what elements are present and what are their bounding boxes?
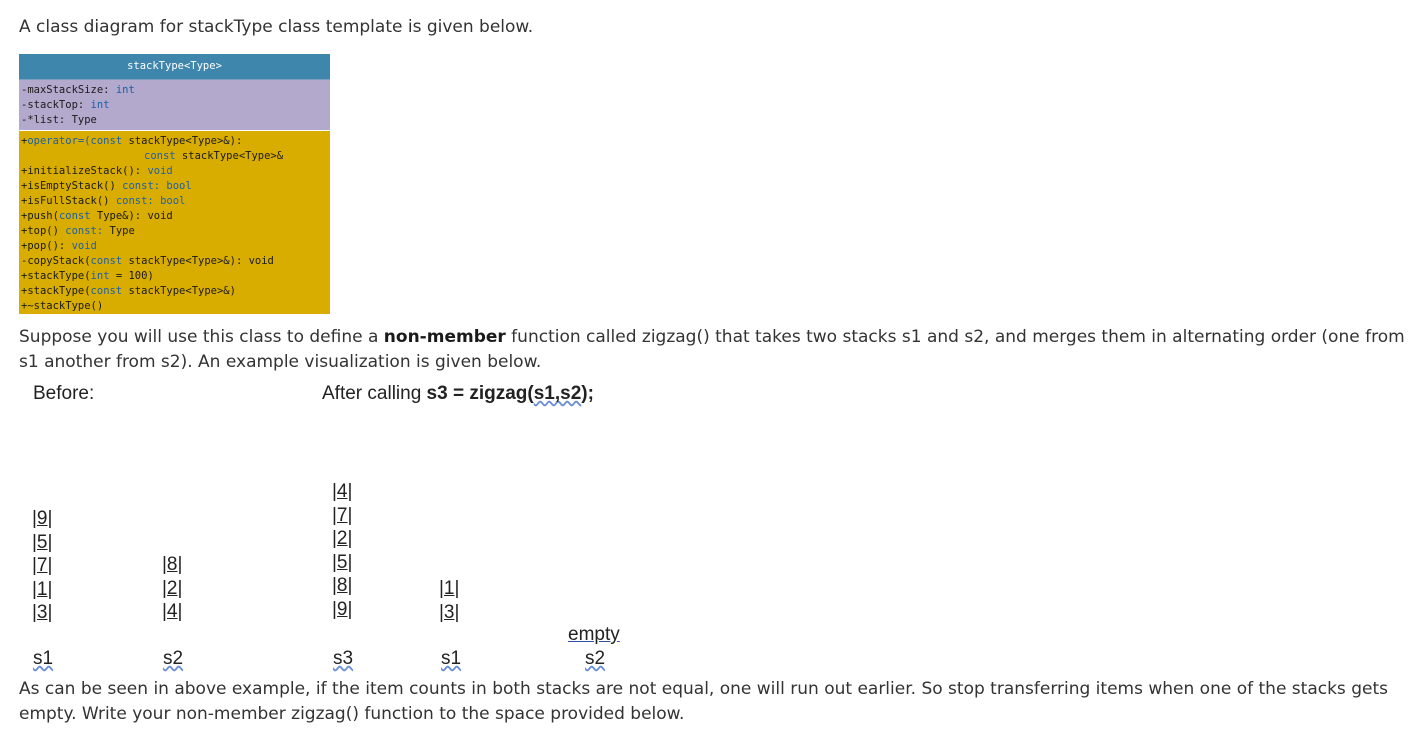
stack-item: |1| — [32, 578, 53, 600]
after-prefix: After calling — [322, 383, 427, 404]
stack-item: |4| — [162, 601, 183, 622]
empty-label: empty — [568, 624, 620, 645]
methods-section — [19, 130, 330, 314]
uml-line: +~stackType() — [21, 300, 104, 312]
uml-line: -*list: Type — [21, 114, 97, 126]
label-s3-after: s3 — [333, 648, 354, 669]
description-part2: function called zigzag() that takes two stacks s1 and s2, and merges them in alternating order (one from s1 another from s2). An example visualization is given below. — [19, 327, 1405, 372]
uml-line: +isEmptyStack() const: bool — [21, 180, 192, 192]
description-paragraph — [19, 325, 1419, 375]
after-code-a: s3 = zigzag( — [426, 383, 534, 404]
uml-line: const stackType<Type>& — [144, 150, 284, 162]
stack-item: |3| — [439, 601, 460, 623]
stack-item: |5| — [332, 551, 353, 573]
uml-line: +pop(): void — [21, 240, 97, 252]
stack-s1-before — [32, 507, 52, 625]
after-code-b: s1,s2 — [533, 383, 582, 404]
intro-text: A class diagram for stackType class template is given below. — [19, 17, 534, 37]
label-s1-before: s1 — [33, 648, 54, 669]
stack-s1-after — [439, 577, 459, 624]
before-label: Before: — [33, 383, 95, 404]
label-s1-after: s1 — [441, 648, 462, 669]
stack-item: |9| — [32, 508, 53, 529]
stack-item: |4| — [332, 481, 353, 502]
uml-line: +push(const Type&): void — [21, 210, 173, 222]
uml-line: +initializeStack(): void — [21, 165, 173, 177]
label-s2-after: s2 — [585, 648, 606, 669]
uml-line: +top() const: Type — [21, 225, 135, 237]
stack-item: |3| — [32, 602, 53, 623]
stack-item: |5| — [32, 531, 53, 553]
stack-s2-before — [162, 553, 182, 624]
uml-line: +stackType(int = 100) — [21, 270, 154, 282]
stack-item: |9| — [332, 598, 353, 620]
attributes-section — [19, 79, 330, 130]
uml-line: +isFullStack() const: bool — [21, 195, 186, 207]
description-bold: non-member — [383, 327, 506, 347]
uml-line: +operator=(const stackType<Type>&): — [21, 135, 243, 147]
stack-item: |2| — [332, 528, 353, 549]
class-name: stackType<Type> — [19, 54, 330, 79]
uml-line: -copyStack(const stackType<Type>&): void — [21, 255, 274, 267]
uml-line: -maxStackSize: int — [21, 84, 135, 96]
after-label — [322, 383, 594, 405]
label-s2-before: s2 — [163, 648, 184, 669]
stack-s3-after — [332, 480, 352, 621]
stack-item: |7| — [332, 504, 353, 526]
stack-item: |8| — [162, 554, 183, 575]
uml-line: +stackType(const stackType<Type>&) — [21, 285, 236, 297]
stack-item: |7| — [32, 555, 53, 576]
after-code-c: ); — [581, 383, 594, 404]
stack-item: |2| — [162, 577, 183, 599]
uml-line: -stackTop: int — [21, 99, 110, 111]
stack-item: |8| — [332, 575, 353, 596]
class-diagram — [19, 54, 330, 314]
description-part1: Suppose you will use this class to define a — [19, 327, 384, 347]
instructions-paragraph: As can be seen in above example, if the item counts in both stacks are not equal, one will run out earlier. So stop transferring items when one of the stacks gets empty. Write your non-member zigzag() function to the space provided below. — [19, 679, 1388, 724]
stack-item: |1| — [439, 578, 460, 599]
